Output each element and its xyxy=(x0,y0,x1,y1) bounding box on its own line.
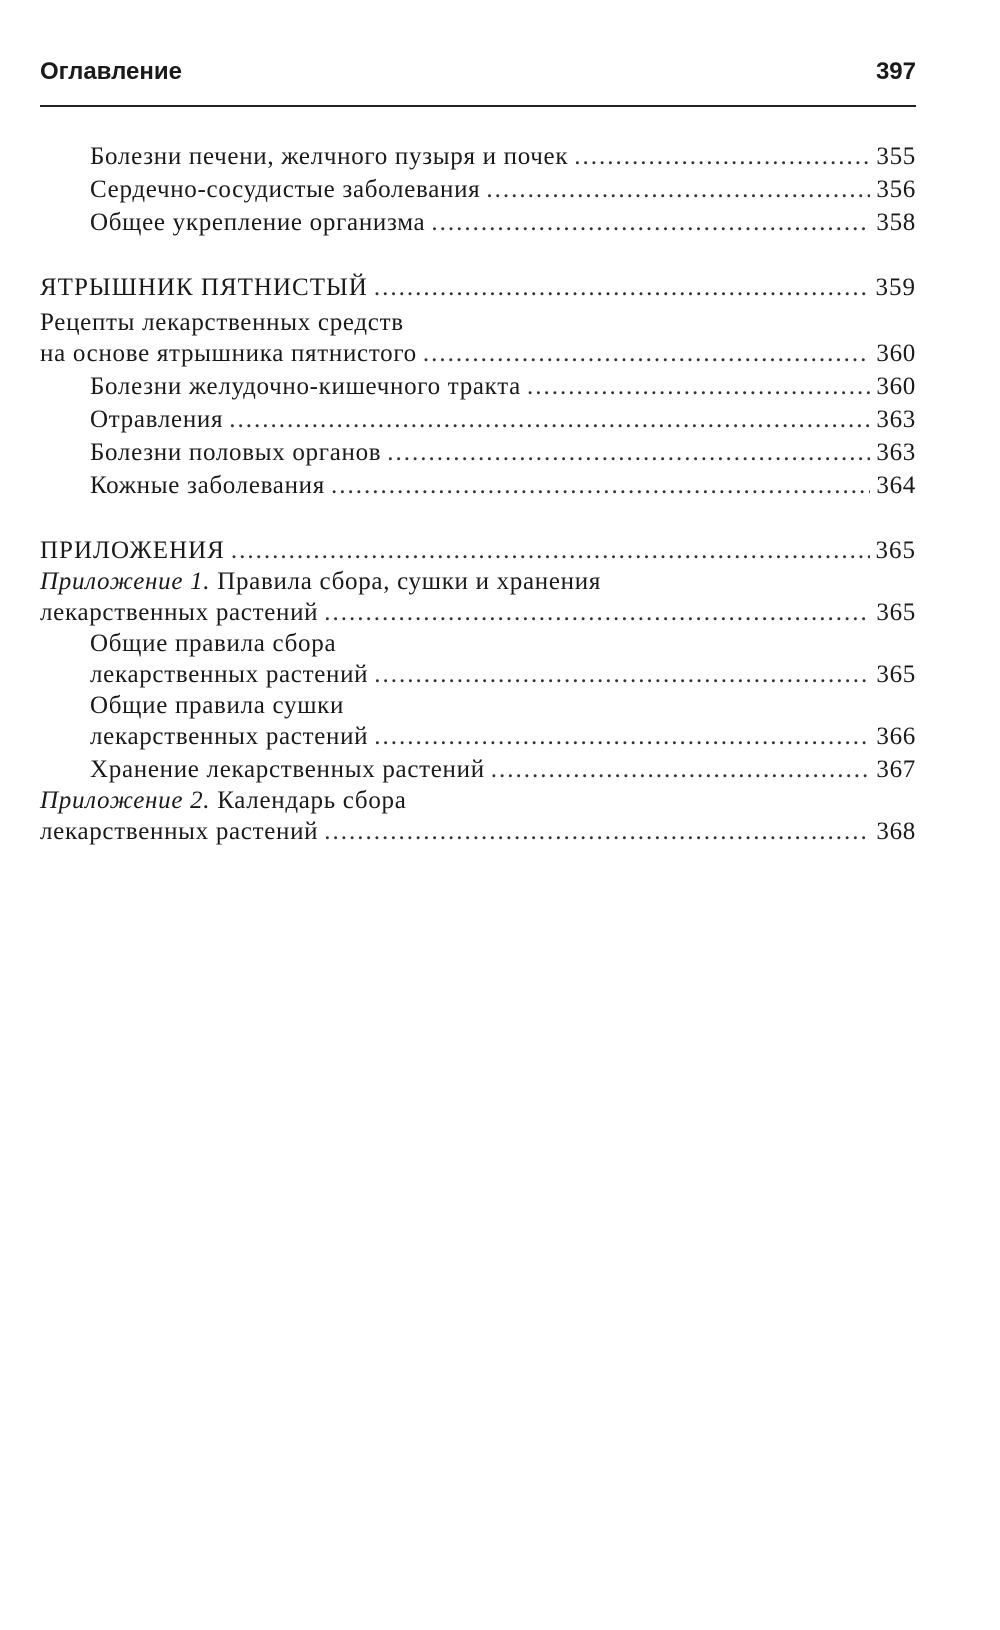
toc-entry[interactable] xyxy=(40,720,916,753)
toc-entry-page: 365 xyxy=(876,661,916,688)
dot-leader xyxy=(574,140,870,173)
toc-entry-title: на основе ятрышника пятнистого xyxy=(40,340,417,367)
toc-entry[interactable] xyxy=(40,337,916,370)
dot-leader xyxy=(374,720,870,753)
toc-entry-page: 360 xyxy=(876,340,916,367)
toc-entry-page: 365 xyxy=(875,537,916,564)
toc-entry-page: 363 xyxy=(876,439,916,466)
toc-entry-page: 366 xyxy=(876,723,916,750)
toc-section-title: ЯТРЫШНИК ПЯТНИСТЫЙ xyxy=(40,274,368,301)
toc-entry-page: 359 xyxy=(875,274,916,301)
toc-entry-page: 358 xyxy=(876,209,916,236)
toc-entry-line1: Общие правила сбора xyxy=(90,630,337,657)
toc-entry[interactable] xyxy=(40,436,916,469)
toc-entry-page: 355 xyxy=(876,143,916,170)
dot-leader xyxy=(387,436,870,469)
toc-entry[interactable] xyxy=(40,403,916,436)
dot-leader xyxy=(423,337,871,370)
toc-entry[interactable] xyxy=(40,658,916,691)
toc-section-entry[interactable] xyxy=(40,534,916,567)
toc-entry-title: лекарственных растений xyxy=(40,599,319,626)
toc-entry-title: лекарственных растений xyxy=(40,818,319,845)
table-of-contents xyxy=(40,140,916,848)
toc-entry-line1 xyxy=(40,567,916,596)
toc-entry[interactable] xyxy=(40,140,916,173)
dot-leader xyxy=(324,815,870,848)
toc-entry[interactable] xyxy=(40,173,916,206)
toc-section-title: ПРИЛОЖЕНИЯ xyxy=(40,537,225,564)
toc-entry[interactable] xyxy=(40,206,916,239)
page-number: 397 xyxy=(875,58,916,85)
toc-entry-page: 356 xyxy=(876,176,916,203)
dot-leader xyxy=(486,173,870,206)
appendix-label: Приложение 2. xyxy=(40,787,211,814)
toc-entry-page: 368 xyxy=(876,818,916,845)
toc-entry-title: Кожные заболевания xyxy=(90,472,325,499)
appendix-label: Приложение 1. xyxy=(40,568,211,595)
toc-entry[interactable] xyxy=(40,753,916,786)
toc-entry[interactable] xyxy=(40,469,916,502)
toc-entry[interactable] xyxy=(40,596,916,629)
section-gap xyxy=(40,239,916,271)
toc-entry-page: 367 xyxy=(876,756,916,783)
toc-entry-title: лекарственных растений xyxy=(90,661,369,688)
toc-entry-line1: Общие правила сушки xyxy=(90,692,345,719)
header-divider xyxy=(40,105,916,107)
toc-entry-page: 364 xyxy=(876,472,916,499)
dot-leader xyxy=(331,469,870,502)
dot-leader xyxy=(229,403,870,436)
dot-leader xyxy=(374,271,870,304)
toc-entry-title: лекарственных растений xyxy=(90,723,369,750)
toc-entry[interactable] xyxy=(40,370,916,403)
appendix-title-line1: Календарь сбора xyxy=(210,787,407,814)
toc-entry-title: Сердечно-сосудистые заболевания xyxy=(90,176,481,203)
toc-entry-title: Болезни половых органов xyxy=(90,439,382,466)
toc-entry-title: Отравления xyxy=(90,406,224,433)
toc-entry-title: Болезни печени, желчного пузыря и почек xyxy=(90,143,569,170)
dot-leader xyxy=(431,206,870,239)
page-header xyxy=(40,54,916,90)
toc-entry-title: Болезни желудочно-кишечного тракта xyxy=(90,373,521,400)
toc-entry-line1 xyxy=(40,786,916,815)
toc-entry-page: 363 xyxy=(876,406,916,433)
toc-entry[interactable] xyxy=(40,815,916,848)
toc-section-entry[interactable] xyxy=(40,271,916,304)
toc-entry-title: Хранение лекарственных растений xyxy=(90,756,485,783)
toc-entry-page: 365 xyxy=(876,599,916,626)
dot-leader xyxy=(231,534,870,567)
section-gap xyxy=(40,502,916,534)
dot-leader xyxy=(527,370,870,403)
appendix-title-line1: Правила сбора, сушки и хранения xyxy=(210,568,602,595)
toc-entry-page: 360 xyxy=(876,373,916,400)
dot-leader xyxy=(491,753,871,786)
running-title: Оглавление xyxy=(40,58,182,85)
toc-entry-title: Общее укрепление организма xyxy=(90,209,426,236)
toc-entry-line1: Рецепты лекарственных средств xyxy=(40,309,404,336)
dot-leader xyxy=(324,596,870,629)
dot-leader xyxy=(374,658,870,691)
